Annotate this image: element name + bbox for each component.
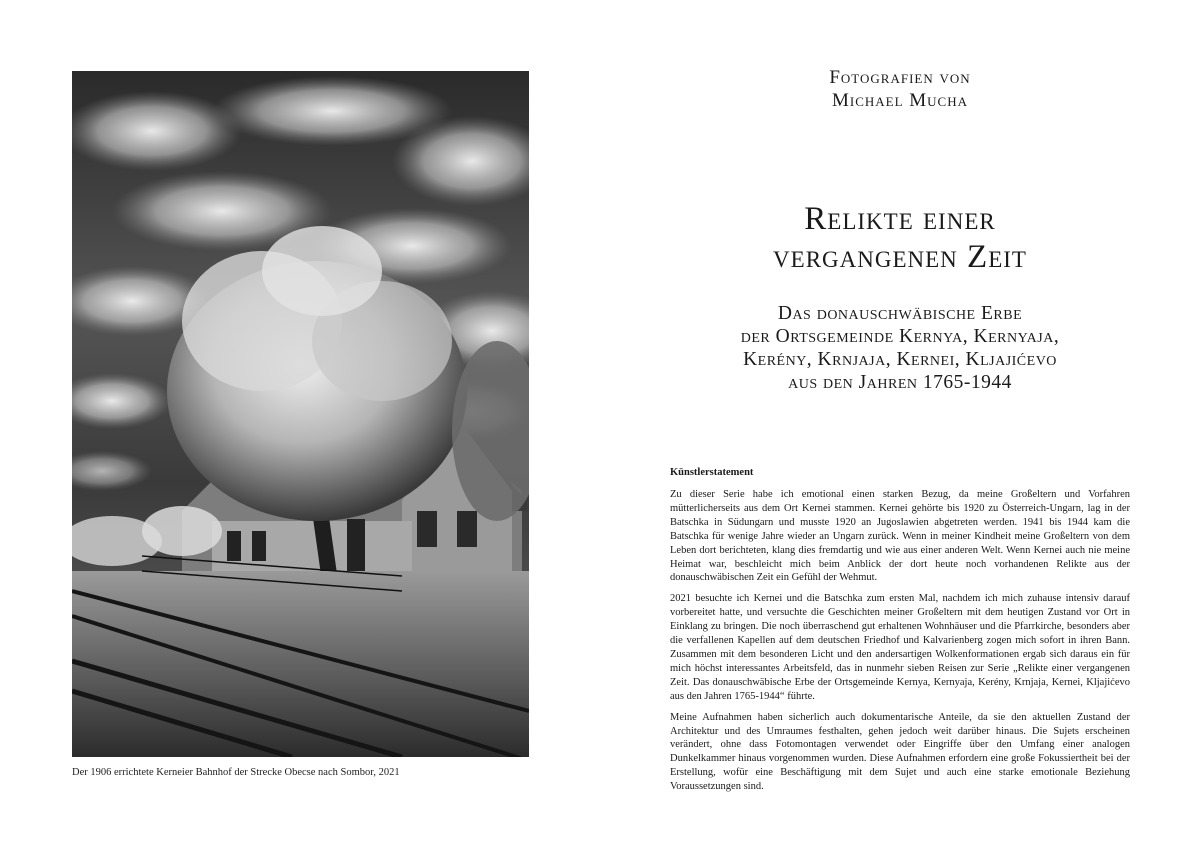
overline-line: Michael Mucha	[831, 90, 969, 111]
right-page	[670, 0, 1130, 850]
subtitle-line: aus den Jahren 1765-1944	[788, 372, 1012, 393]
artist-statement	[670, 466, 1130, 801]
photo-illustration	[72, 71, 529, 757]
subtitle-line: der Ortsgemeinde Kernya, Kernyaja,	[740, 326, 1060, 347]
statement-paragraph: 2021 besuchte ich Kernei und die Batschka zum ersten Mal, nachdem ich mich zuhause intensiv darauf vorbereitet hatte, und versuchte die Geschichten meiner Großeltern mit dem heutigen Zustand vor Ort in Einklang zu bringen. Die noch überraschend gut erhaltenen Wohnhäuser und die Pfarrkirche, besonders aber die verfallenen Kapellen auf dem deutschen Friedhof und Kalvarienberg zogen mich sofort in ihren Bann. Zusammen mit dem besonderen Licht und den andersartigen Wolkenformationen ergab sich daraus ein für mich höchst interessantes Arbeitsfeld, das in nunmehr sieben Reisen zur Serie „Relikte einer vergangenen Zeit. Das donauschwäbische Erbe der Ortsgemeinde Kernya, Kernyaja, Kerény, Krnjaja, Kernei, Kljajićevo aus den Jahren 1765-1944“ führte.	[670, 593, 1130, 702]
subtitle-line: Das donauschwäbische Erbe	[777, 303, 1023, 324]
photo-caption: Der 1906 errichtete Kerneier Bahnhof der Strecke Obecse nach Sombor, 2021	[72, 767, 400, 778]
page-title	[670, 200, 1130, 276]
overline-line: Fotografien von	[829, 67, 971, 88]
title-line: Relikte einer	[804, 201, 996, 237]
railway-station-photo	[72, 71, 529, 757]
title-line: vergangenen Zeit	[773, 239, 1027, 275]
page-subtitle	[670, 302, 1130, 394]
subtitle-line: Kerény, Krnjaja, Kernei, Kljajićevo	[743, 349, 1057, 370]
statement-heading: Künstlerstatement	[670, 467, 754, 478]
photographer-credit	[670, 66, 1130, 112]
statement-paragraph: Meine Aufnahmen haben sicherlich auch dokumentarische Anteile, da sie den aktuellen Zustand der Architektur und des Umraumes festhalten, gehen jedoch weit darüber hinaus. Die Sujets erscheinen verändert, ohne dass Fotomontagen verwendet oder Eingriffe über den Umfang einer analogen Dunkelkammer hinaus vorgenommen wurden. Diese Aufnahmen erfordern eine große Fokussiertheit bei der Erstellung, wofür eine Beschäftigung mit dem Sujet und auch eine starke emotionale Beziehung Voraussetzungen sind.	[670, 711, 1130, 793]
statement-paragraph: Zu dieser Serie habe ich emotional einen starken Bezug, da meine Großeltern und Vorfahren mütterlicherseits aus dem Ort Kernei stammen. Kernei gehörte bis 1920 zu Österreich-Ungarn, lag in der Batschka in Südungarn und musste 1920 an Jugoslawien abgetreten werden. 1941 bis 1944 kam die Batschka für wenige Jahre wieder an Ungarn zurück. Wenn in meiner Kindheit meine Großeltern von dem Leben dort berichteten, klang dies fremdartig und wie aus einer anderen Welt. Wenn Kernei auch nie meine Heimat war, beschleicht mich beim Anblick der dort heute noch vorhandenen Relikte aus der donauschwäbischen Zeit ein Gefühl der Wehmut.	[670, 489, 1130, 584]
